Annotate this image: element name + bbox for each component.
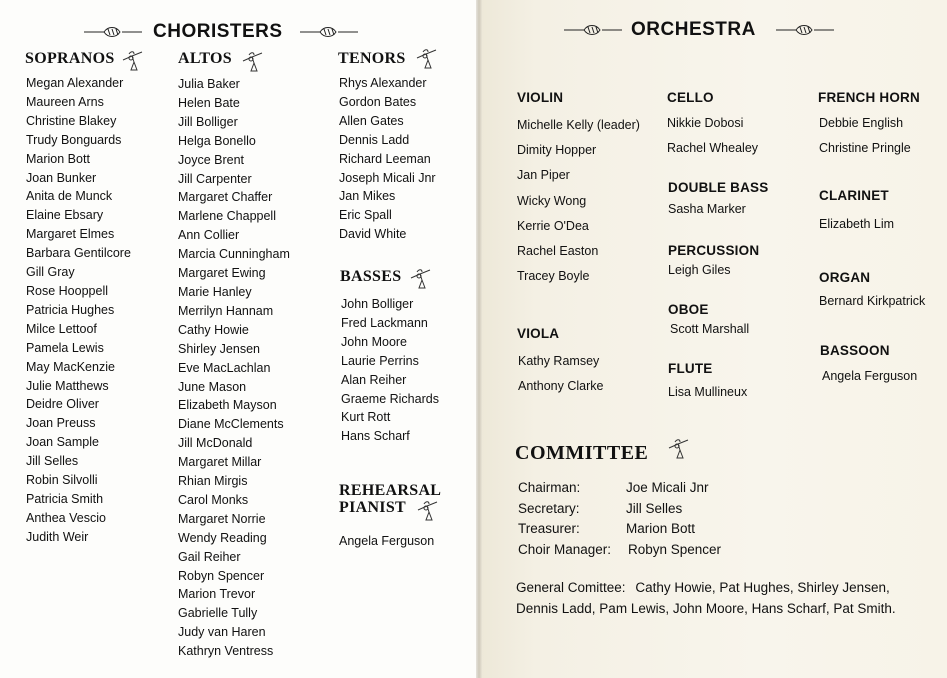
bass-name: Fred Lackmann (341, 315, 428, 330)
rehearsal-heading-line2: PIANIST (339, 499, 407, 516)
soprano-name: Megan Alexander (26, 76, 124, 90)
choristers-title: CHORISTERS (153, 21, 283, 42)
rehearsal-pianist-name: Angela Ferguson (339, 534, 435, 548)
angel-icon (240, 51, 264, 73)
organ-name: Bernard Kirkpatrick (819, 294, 926, 308)
soprano-name: Anita de Munck (26, 189, 113, 204)
alto-name: Kathryn Ventress (178, 644, 274, 659)
flourish-right-icon (774, 23, 836, 37)
alto-name: Elizabeth Mayson (178, 398, 277, 413)
tenor-name: Eric Spall (339, 208, 392, 223)
tenor-name: David White (339, 227, 407, 242)
double-bass-heading: DOUBLE BASS (668, 180, 769, 195)
oboe-name: Scott Marshall (670, 322, 750, 336)
committee-role: Chairman: (518, 480, 581, 495)
flute-heading: FLUTE (668, 361, 713, 376)
bass-name: Alan Reiher (341, 372, 407, 387)
rehearsal-heading-line1: REHEARSAL (339, 482, 442, 499)
tenors-list (339, 74, 436, 244)
tenor-name: Gordon Bates (339, 94, 417, 109)
alto-name: Robyn Spencer (178, 568, 265, 583)
violin-name: Dimity Hopper (517, 143, 597, 157)
viola-heading: VIOLA (517, 326, 560, 341)
soprano-name: Marion Bott (26, 151, 90, 166)
basses-heading: BASSES (340, 268, 402, 285)
soprano-name: Pamela Lewis (26, 340, 104, 355)
organ-heading: ORGAN (819, 270, 871, 285)
bassoon-name: Angela Ferguson (822, 369, 918, 383)
soprano-name: Anthea Vescio (26, 510, 106, 525)
altos-heading: ALTOS (178, 50, 232, 67)
alto-name: Shirley Jensen (178, 341, 260, 356)
alto-name: Jill Bolliger (178, 114, 238, 129)
general-committee (516, 578, 936, 619)
soprano-name: Barbara Gentilcore (26, 246, 131, 261)
soprano-name: Jill Selles (26, 454, 79, 469)
tenor-name: Dennis Ladd (339, 132, 410, 147)
alto-name: June Mason (178, 379, 247, 394)
soprano-name: May MacKenzie (26, 359, 115, 374)
page-fold (476, 0, 482, 678)
bassoon-heading: BASSOON (820, 343, 890, 358)
basses-list (341, 295, 439, 446)
committee-role: Choir Manager: (518, 542, 612, 557)
alto-name: Cathy Howie (178, 322, 249, 337)
violin-heading: VIOLIN (517, 90, 564, 105)
committee-member: Marion Bott (626, 521, 696, 536)
oboe-heading: OBOE (668, 302, 709, 317)
tenors-heading: TENORS (338, 50, 406, 67)
violin-name: Wicky Wong (517, 194, 587, 208)
committee-heading: COMMITTEE (515, 442, 649, 464)
altos-list (178, 75, 290, 661)
flute-name: Lisa Mullineux (668, 385, 748, 399)
alto-name: Rhian Mirgis (178, 474, 248, 489)
committee-member: Joe Micali Jnr (626, 480, 709, 495)
violin-name: Michelle Kelly (leader) (517, 118, 640, 132)
soprano-name: Robin Silvolli (26, 473, 98, 488)
alto-name: Jill McDonald (178, 436, 253, 451)
soprano-name: Joan Bunker (26, 170, 97, 185)
alto-name: Helen Bate (178, 95, 240, 110)
soprano-name: Joan Preuss (26, 416, 96, 431)
general-committee-line1: Cathy Howie, Pat Hughes, Shirley Jensen, (635, 580, 890, 595)
alto-name: Margaret Chaffer (178, 190, 273, 205)
tenor-name: Rhys Alexander (339, 76, 427, 90)
tenor-name: Richard Leeman (339, 151, 431, 166)
soprano-name: Judith Weir (26, 529, 89, 544)
soprano-name: Maureen Arns (26, 94, 104, 109)
violin-name: Jan Piper (517, 168, 570, 182)
alto-name: Marlene Chappell (178, 209, 276, 224)
cello-heading: CELLO (667, 90, 714, 105)
violin-name: Tracey Boyle (517, 269, 590, 283)
committee-member: Robyn Spencer (628, 542, 722, 557)
french-horn-heading: FRENCH HORN (818, 90, 920, 105)
cello-name: Rachel Whealey (667, 141, 759, 155)
soprano-name: Patricia Smith (26, 491, 104, 506)
viola-name: Anthony Clarke (518, 379, 604, 393)
sopranos-heading: SOPRANOS (25, 50, 115, 67)
soprano-name: Deidre Oliver (26, 397, 99, 412)
soprano-name: Milce Lettoof (26, 321, 97, 336)
clarinet-heading: CLARINET (819, 188, 889, 203)
alto-name: Julia Baker (178, 77, 240, 91)
french-horn-name: Christine Pringle (819, 141, 911, 155)
tenor-name: Allen Gates (339, 113, 404, 128)
alto-name: Ann Collier (178, 228, 240, 243)
soprano-name: Elaine Ebsary (26, 208, 104, 223)
angel-icon (415, 500, 439, 522)
angel-icon (408, 268, 432, 290)
alto-name: Joyce Brent (178, 152, 245, 167)
cello-name: Nikkie Dobosi (667, 116, 744, 130)
alto-name: Margaret Norrie (178, 511, 266, 526)
committee-member: Jill Selles (626, 501, 683, 516)
alto-name: Carol Monks (178, 492, 249, 507)
alto-name: Judy van Haren (178, 625, 266, 640)
angel-icon (120, 50, 144, 72)
tenor-name: Jan Mikes (339, 189, 396, 204)
alto-name: Gabrielle Tully (178, 606, 258, 621)
alto-name: Margaret Millar (178, 455, 262, 470)
soprano-name: Gill Gray (26, 265, 75, 280)
french-horn-name: Debbie English (819, 116, 904, 130)
general-committee-label: General Comittee: (516, 580, 626, 595)
bass-name: Hans Scharf (341, 429, 410, 444)
alto-name: Gail Reiher (178, 549, 241, 564)
percussion-heading: PERCUSSION (668, 243, 760, 258)
general-committee-line2: Dennis Ladd, Pam Lewis, John Moore, Hans Scharf, Pat Smith. (516, 600, 896, 616)
committee-role: Treasurer: (518, 521, 580, 536)
alto-name: Helga Bonello (178, 133, 256, 148)
flourish-left-icon (562, 23, 624, 37)
alto-name: Diane McClements (178, 417, 284, 432)
tenor-name: Joseph Micali Jnr (339, 170, 436, 185)
alto-name: Wendy Reading (178, 530, 267, 545)
bass-name: John Bolliger (341, 297, 414, 311)
bass-name: Laurie Perrins (341, 353, 419, 368)
bass-name: Kurt Rott (341, 410, 391, 425)
soprano-name: Joan Sample (26, 435, 99, 450)
alto-name: Eve MacLachlan (178, 360, 271, 375)
bass-name: John Moore (341, 334, 408, 349)
soprano-name: Christine Blakey (26, 113, 117, 128)
soprano-name: Margaret Elmes (26, 227, 115, 242)
alto-name: Marion Trevor (178, 587, 256, 602)
soprano-name: Julie Matthews (26, 378, 109, 393)
angel-icon (666, 438, 690, 460)
orchestra-title: ORCHESTRA (631, 19, 756, 40)
alto-name: Marie Hanley (178, 284, 252, 299)
soprano-name: Patricia Hughes (26, 302, 115, 317)
soprano-name: Trudy Bonguards (26, 132, 122, 147)
viola-name: Kathy Ramsey (518, 354, 600, 368)
flourish-right-icon (298, 25, 360, 39)
alto-name: Marcia Cunningham (178, 247, 290, 262)
committee-role: Secretary: (518, 501, 580, 516)
violin-name: Kerrie O'Dea (517, 219, 589, 233)
percussion-name: Leigh Giles (668, 263, 731, 277)
flourish-left-icon (82, 25, 144, 39)
soprano-name: Rose Hooppell (26, 283, 108, 298)
clarinet-name: Elizabeth Lim (819, 217, 895, 231)
violin-name: Rachel Easton (517, 244, 599, 258)
alto-name: Jill Carpenter (178, 171, 252, 186)
angel-icon (414, 48, 438, 70)
double-bass-name: Sasha Marker (668, 202, 746, 216)
sopranos-list (26, 74, 131, 547)
bass-name: Graeme Richards (341, 391, 439, 406)
alto-name: Merrilyn Hannam (178, 303, 274, 318)
alto-name: Margaret Ewing (178, 266, 266, 281)
